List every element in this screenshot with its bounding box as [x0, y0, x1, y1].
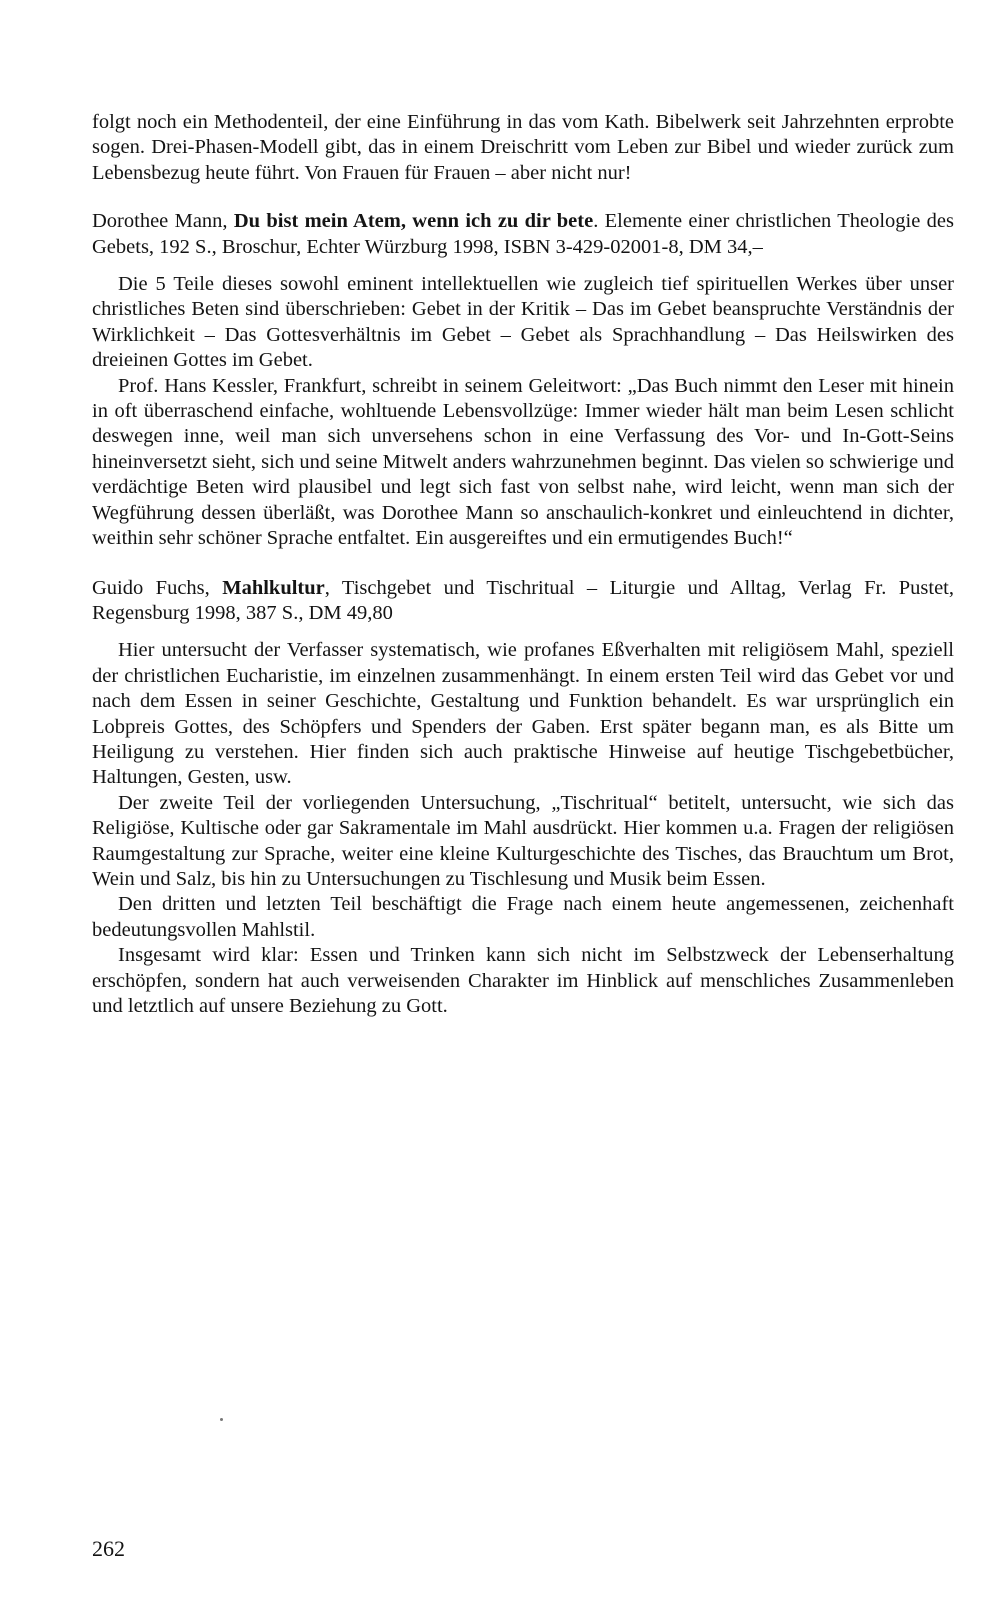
- bibliography-entry-mann: [92, 209, 954, 260]
- book-title: Du bist mein Atem, wenn ich zu dir bete: [233, 210, 594, 233]
- author: Dorothee Mann,: [92, 210, 234, 233]
- book-title: Mahlkultur: [222, 576, 325, 599]
- review-paragraph: Prof. Hans Kessler, Frankfurt, schreibt in seinem Geleitwort: „Das Buch nimmt den Leser mit hinein in oft überraschend einfache, wohltuende Lebensvollzüge: Immer wieder hält man beim Lesen schlicht deswegen inne, weil man sich unversehens schon in eine Verfassung des Vor- und In-Gott-Seins hineinversetzt sieht, sich und seine Mitwelt anders wahrzunehmen beginnt. Das vielen so schwierige und verdächtige Beten wird plausibel und legt sich fast von selbst nahe, wird leicht, wenn man sich der Wegführung dessen überläßt, was Dorothee Mann so anschaulich-konkret und einleuchtend in dichter, weithin sehr schöner Sprache entfaltet. Ein ausgereiftes und ein ermutigendes Buch!“: [92, 374, 954, 550]
- continuation-paragraph: folgt noch ein Methodenteil, der eine Einführung in das vom Kath. Bibelwerk seit Jahrzehnten erprobte sogen. Drei-Phasen-Modell gibt, das in einem Dreischritt vom Leben zur Bibel und wieder zurück zum Lebensbezug heute führt. Von Frauen für Frauen – aber nicht nur!: [92, 111, 954, 184]
- page-number: 262: [92, 1536, 125, 1561]
- review-paragraph: Der zweite Teil der vorliegenden Untersuchung, „Tischritual“ betitelt, untersucht, wie sich das Religiöse, Kultische oder gar Sakramentale im Mahl ausdrückt. Hier kommen u.a. Fragen der religiösen Raumgestaltung zur Sprache, weiter eine kleine Kulturgeschichte des Tisches, das Brauchtum um Brot, Wein und Salz, bis hin zu Untersuchungen zu Tischlesung und Musik beim Essen.: [92, 791, 954, 890]
- review-paragraph: Hier untersucht der Verfasser systematisch, wie profanes Eßverhalten mit religiösem Mahl, speziell der christlichen Eucharistie, im einzelnen zusammenhängt. In einem ersten Teil wird das Gebet vor und nach dem Essen in seiner Geschichte, Gestaltung und Funktion behandelt. Es war ursprünglich ein Lobpreis Gottes, des Schöpfers und Spenders der Gaben. Erst später begann man, es als Bitte um Heiligung zu verstehen. Hier finden sich auch praktische Hinweise auf heutige Tischgebetbücher, Haltungen, Gesten, usw.: [92, 639, 954, 789]
- author: Guido Fuchs,: [92, 576, 223, 599]
- review-paragraph: Die 5 Teile dieses sowohl eminent intellektuellen wie zugleich tief spirituellen Werkes über unser christliches Beten sind überschrieben: Gebet in der Kritik – Das im Gebet beanspruchte Verständnis der Wirklichkeit – Das Gottesverhältnis im Gebet – Gebet als Sprachhandlung – Das Heilswirken des dreieinen Gottes im Gebet.: [92, 273, 954, 372]
- review-paragraph: Den dritten und letzten Teil beschäftigt die Frage nach einem heute angemessenen, zeichenhaft bedeutungsvollen Mahlstil.: [92, 893, 954, 941]
- bibliographic-details: , Tischgebet und Tischritual – Liturgie und Alltag, Verlag Fr. Pustet, Regensburg 1998, 387 S., DM 49,80: [92, 576, 954, 624]
- review-paragraph: Insgesamt wird klar: Essen und Trinken kann sich nicht im Selbstzweck der Lebenserhaltung erschöpfen, sondern hat auch verweisenden Charakter im Hinblick auf menschliches Zusammenleben und letztlich auf unsere Beziehung zu Gott.: [92, 944, 954, 1017]
- bibliographic-details: . Elemente einer christlichen Theologie des Gebets, 192 S., Broschur, Echter Würzburg 1998, ISBN 3-429-02001-8, DM 34,–: [92, 210, 954, 258]
- bibliography-entry-fuchs: [92, 576, 954, 627]
- scan-speck: [220, 1418, 223, 1421]
- page-content: [92, 110, 954, 1019]
